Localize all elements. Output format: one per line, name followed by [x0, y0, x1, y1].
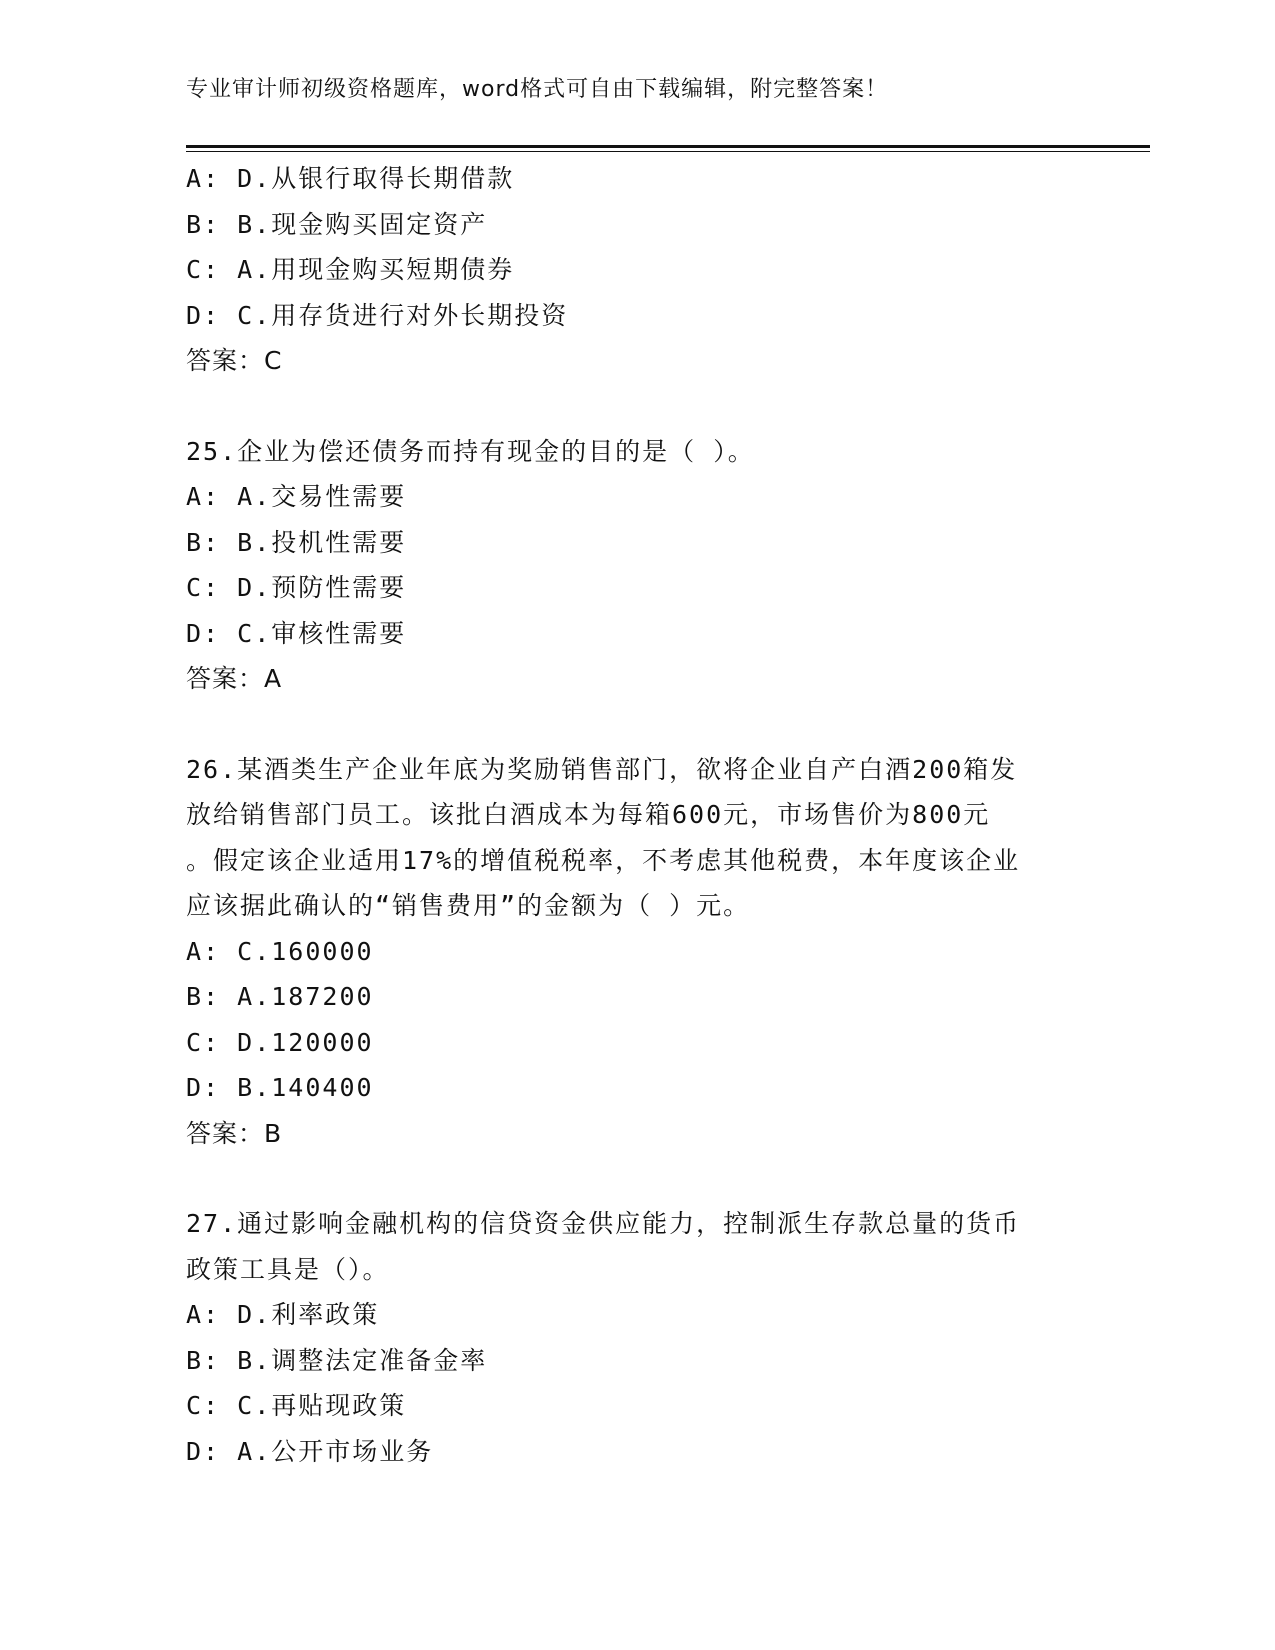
spacer	[186, 384, 1086, 429]
question-text-line: 27.通过影响金融机构的信贷资金供应能力，控制派生存款总量的货币	[186, 1209, 1021, 1238]
question-text-line: 。假定该企业适用17%的增值税税率，不考虑其他税费，本年度该企业	[186, 845, 1021, 875]
question-content	[186, 156, 1086, 1474]
option-c: C: D.预防性需要	[186, 573, 407, 602]
answer-text: 答案：C	[186, 346, 283, 375]
option-d: D: A.公开市场业务	[186, 1436, 434, 1466]
spacer	[186, 1156, 1086, 1201]
question-text-line: 应该据此确认的“销售费用”的金额为（ ）元。	[186, 891, 751, 920]
question-25-block	[186, 429, 1086, 702]
option-a: A: D.从银行取得长期借款	[186, 164, 515, 193]
question-text-line: 政策工具是（）。	[186, 1254, 390, 1284]
option-c: C: C.再贴现政策	[186, 1391, 407, 1420]
option-b: B: A.187200	[186, 982, 374, 1011]
answer-text: 答案：B	[186, 1118, 283, 1148]
question-text-line: 26.某酒类生产企业年底为奖励销售部门，欲将企业自产白酒200箱发	[186, 754, 1018, 784]
option-b: B: B.现金购买固定资产	[186, 209, 488, 239]
option-d: D: C.审核性需要	[186, 618, 407, 648]
option-a: A: D.利率政策	[186, 1300, 380, 1329]
question-text: 25.企业为偿还债务而持有现金的目的是（ ）。	[186, 436, 755, 466]
option-a: A: A.交易性需要	[186, 482, 407, 511]
option-d: D: C.用存货进行对外长期投资	[186, 300, 569, 330]
question-24-block	[186, 156, 1086, 384]
option-b: B: B.投机性需要	[186, 527, 407, 557]
option-b: B: B.调整法定准备金率	[186, 1345, 488, 1375]
header-rule-thin	[186, 151, 1150, 152]
question-27-block	[186, 1201, 1086, 1474]
spacer	[186, 702, 1086, 747]
page-header: 专业审计师初级资格题库，word格式可自由下载编辑，附完整答案！	[186, 77, 889, 102]
option-c: C: D.120000	[186, 1027, 374, 1057]
option-a: A: C.160000	[186, 936, 374, 966]
question-text-line: 放给销售部门员工。该批白酒成本为每箱600元，市场售价为800元	[186, 800, 991, 829]
answer-text: 答案：A	[186, 664, 283, 693]
header-rule-thick	[186, 145, 1150, 148]
question-26-block	[186, 747, 1086, 1157]
option-d: D: B.140400	[186, 1073, 374, 1102]
option-c: C: A.用现金购买短期债券	[186, 255, 515, 284]
